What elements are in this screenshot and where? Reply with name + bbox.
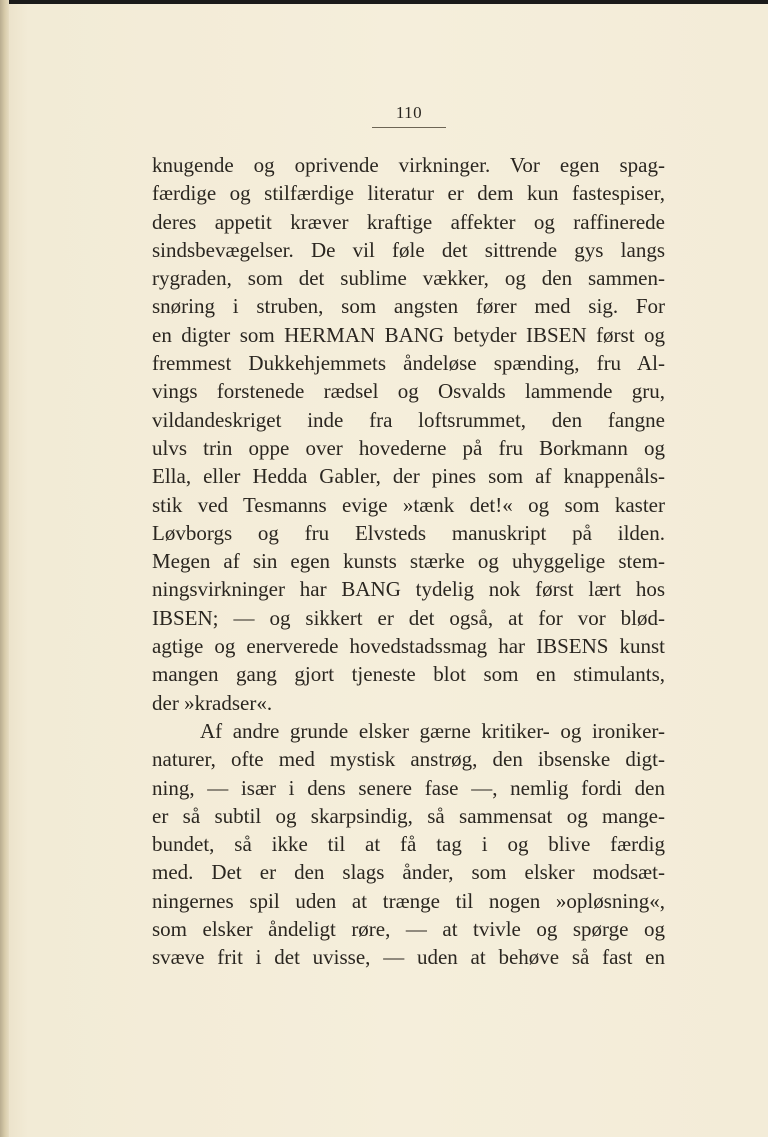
text-line: rygraden, som det sublime vækker, og den sammen- bbox=[152, 266, 665, 291]
text-line: som elsker åndeligt røre, — at tvivle og spørge og bbox=[152, 917, 665, 942]
text-line: en digter som HERMAN BANG betyder IBSEN først og bbox=[152, 322, 665, 347]
text-line: ningernes spil uden at trænge til nogen »opløsning«, bbox=[152, 888, 665, 913]
text-line: bundet, så ikke til at få tag i og blive færdig bbox=[152, 832, 665, 857]
text-line: er så subtil og skarpsindig, så sammensat og mange- bbox=[152, 803, 665, 828]
text-line: Af andre grunde elsker gærne kritiker- og ironiker- bbox=[200, 718, 665, 743]
text-line: med. Det er den slags ånder, som elsker modsæt- bbox=[152, 860, 665, 885]
text-line: ulvs trin oppe over hovederne på fru Borkmann og bbox=[152, 435, 665, 460]
text-line: knugende og oprivende virkninger. Vor egen spag- bbox=[152, 153, 665, 177]
text-line: færdige og stilfærdige literatur er dem kun fastespiser, bbox=[152, 181, 665, 206]
page-number-rule bbox=[372, 127, 446, 128]
body-text bbox=[152, 151, 665, 972]
text-line: vings forstenede rædsel og Osvalds lammende gru, bbox=[152, 379, 665, 404]
page-binding-edge bbox=[0, 0, 9, 1137]
text-line: stik ved Tesmanns evige »tænk det!« og som kaster bbox=[152, 492, 665, 517]
text-line: der »kradser«. bbox=[152, 690, 273, 715]
text-line: vildandeskriget inde fra loftsrummet, den fangne bbox=[152, 407, 665, 432]
text-line: Ella, eller Hedda Gabler, der pines som af knappenåls- bbox=[152, 464, 665, 489]
text-line: agtige og enerverede hovedstadssmag har IBSENS kunst bbox=[152, 634, 665, 659]
text-line: ning, — især i dens senere fase —, nemlig fordi den bbox=[152, 775, 665, 800]
text-line: IBSEN; — og sikkert er det også, at for vor blød- bbox=[152, 605, 665, 630]
scan-top-border bbox=[0, 0, 768, 4]
text-line: Løvborgs og fru Elvsteds manuskript på ilden. bbox=[152, 520, 665, 545]
page-number: 110 bbox=[395, 103, 423, 122]
text-line: deres appetit kræver kraftige affekter og raffinerede bbox=[152, 209, 665, 234]
text-line: fremmest Dukkehjemmets åndeløse spænding, fru Al- bbox=[152, 351, 665, 376]
text-line: mangen gang gjort tjeneste blot som en stimulants, bbox=[152, 662, 665, 687]
text-line: sindsbevægelser. De vil føle det sittrende gys langs bbox=[152, 237, 665, 262]
text-line: snøring i struben, som angsten fører med sig. For bbox=[152, 294, 665, 319]
text-line: ningsvirkninger har BANG tydelig nok først lært hos bbox=[152, 577, 665, 602]
text-line: svæve frit i det uvisse, — uden at behøve så fast en bbox=[152, 945, 665, 970]
text-line: naturer, ofte med mystisk anstrøg, den ibsenske digt- bbox=[152, 747, 665, 772]
text-line: Megen af sin egen kunsts stærke og uhyggelige stem- bbox=[152, 549, 665, 574]
